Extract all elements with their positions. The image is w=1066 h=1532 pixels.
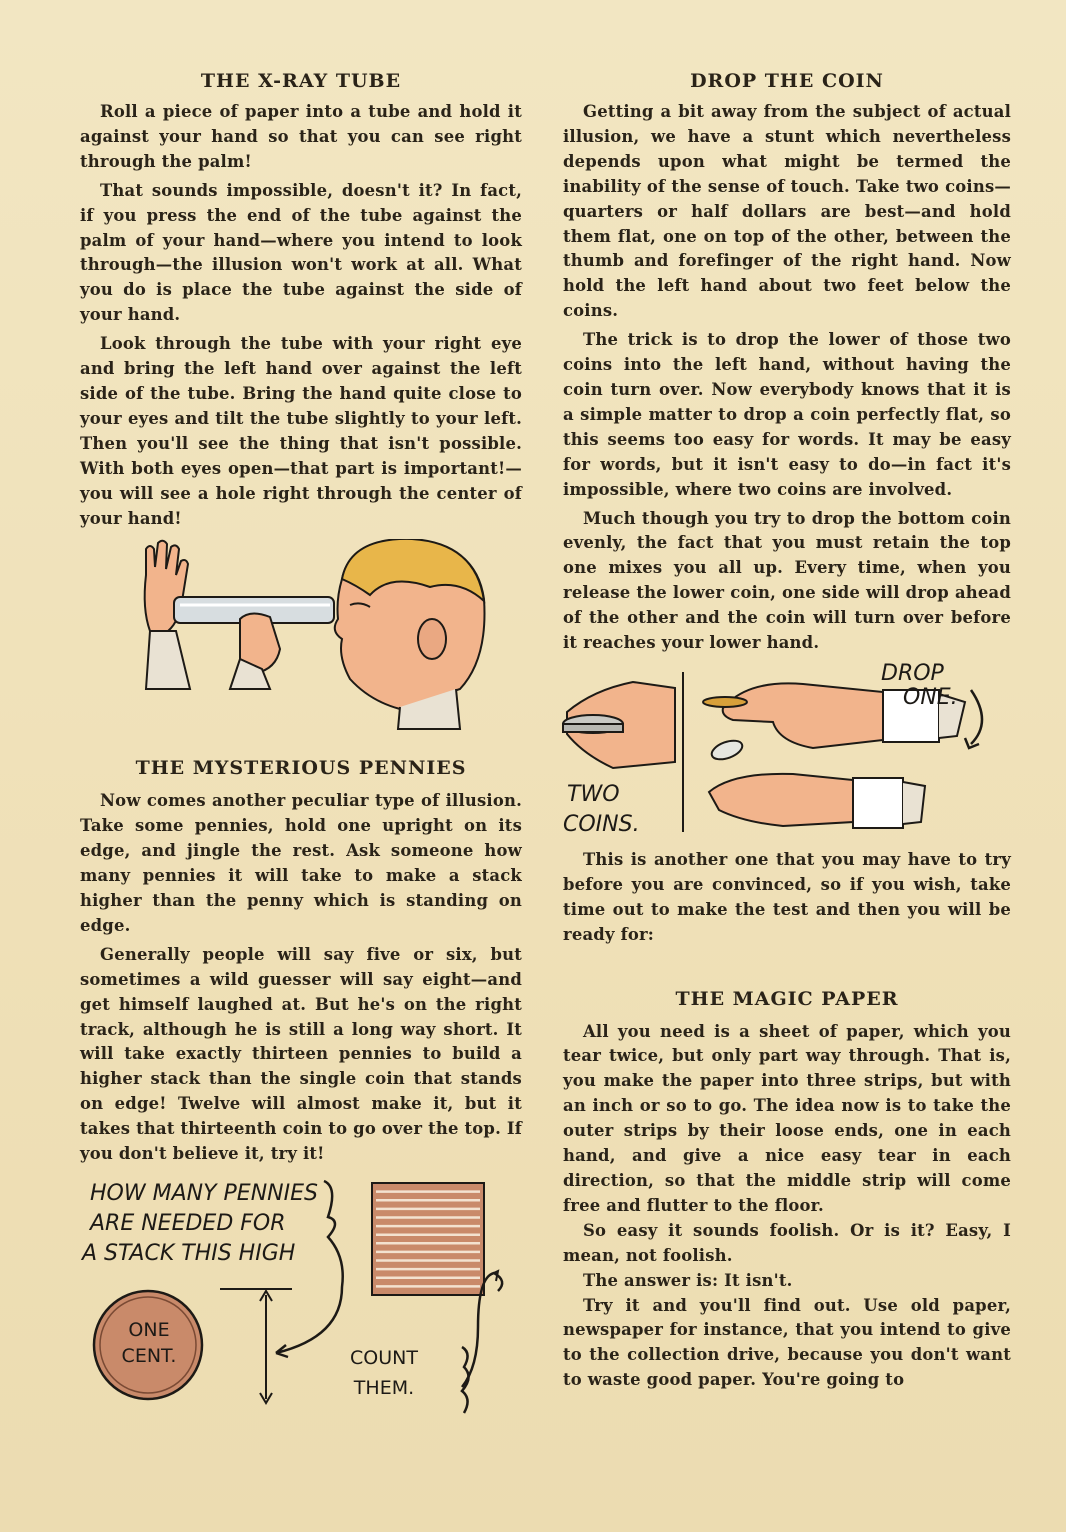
count-label: THEM. [353, 1377, 415, 1399]
drop-paragraph: Much though you try to drop the bottom coin evenly, the fact that you must retain the top one mixes you all up. Every time, when you release the lower coin, one side will drop ahead of the other and the coin will turn over before it reaches your lower hand. [563, 508, 1011, 653]
drop-illustration [563, 662, 1011, 848]
magic-title: THE MAGIC PAPER [675, 987, 899, 1010]
pennies-paragraph: Generally people will say five or six, but sometimes a wild guesser will say eight—and get himself laughed at. But he's on the right track, although he is still a long way short. It will take exactly thirteen pennies to build a higher stack than the single coin that stands on edge! Twelve will almost make it, but it takes that thirteenth coin to go over the top. If you don't believe it, try it! [80, 944, 522, 1164]
caption-line: ARE NEEDED FOR [90, 1211, 286, 1236]
drop-paragraph: Getting a bit away from the subject of actual illusion, we have a stunt which nevertheless depends upon what might be termed the inability of the sense of touch. Take two coins—quarters or half dollars are best—and hold them flat, one on top of the other, between the thumb and forefinger of the right hand. Now hold the left hand about two feet below the coins. [563, 102, 1011, 321]
caption-line: HOW MANY PENNIES [90, 1181, 318, 1206]
two-coins-label: COINS. [563, 811, 640, 837]
magic-paragraph: Try it and you'll find out. Use old paper, newspaper for instance, that you intend to give to the collection drive, because you don't want to waste good paper. You're going to [563, 1295, 1011, 1390]
pennies-paragraph: Now comes another peculiar type of illusion. Take some pennies, hold one upright on its edge, and jingle the rest. Ask someone how many pennies it will take to make a stack higher than the penny which is standing on edge. [80, 791, 522, 935]
right-column [563, 62, 1011, 1393]
penny-stack [372, 1183, 484, 1295]
drop-label: DROP [881, 660, 944, 686]
xray-illustration [80, 539, 522, 745]
pennies-illustration [80, 1177, 522, 1417]
pennies-title: THE MYSTERIOUS PENNIES [135, 757, 467, 780]
xray-paragraph: Roll a piece of paper into a tube and hold it against your hand so that you can see right through the palm! [80, 102, 522, 171]
magic-paragraph: The answer is: It isn't. [583, 1270, 793, 1290]
magic-paragraph: So easy it sounds foolish. Or is it? Easy, I mean, not foolish. [563, 1220, 1011, 1265]
drop-after-paragraph: This is another one that you may have to try before you are convinced, so if you wish, take time out to make the test and then you will be ready for: [563, 849, 1011, 944]
coin-label: CENT. [121, 1345, 177, 1367]
drop-paragraph: The trick is to drop the lower of those two coins into the left hand, without having the coin turn over. Now everybody knows that it is a simple matter to drop a coin perfectly flat, so this seems too easy for words. It may be easy for words, but it isn't easy to do—in fact it's impossible, where two coins are involved. [563, 330, 1011, 499]
xray-paragraph: Look through the tube with your right eye and bring the left hand over against the left side of the tube. Bring the hand quite close to your eyes and tilt the tube slightly to your left. Then you'll see the thing that isn't possible. With both eyes open—that part is important!—you will see a hole right through the center of your hand! [80, 334, 522, 528]
count-label: COUNT [350, 1347, 418, 1369]
left-column [80, 62, 522, 1417]
drop-label: ONE. [903, 684, 958, 710]
drop-title: DROP THE COIN [690, 70, 884, 92]
xray-title: THE X-RAY TUBE [200, 70, 402, 92]
boy-looking-through-tube-image [80, 539, 522, 745]
caption-line: A STACK THIS HIGH [82, 1241, 296, 1266]
two-coins-label: TWO [567, 781, 620, 807]
coin-label: ONE [128, 1319, 170, 1341]
penny-stack-diagram [80, 1177, 522, 1417]
magic-paragraph: All you need is a sheet of paper, which you tear twice, but only part way through. That is, you make the paper into three strips, but with an inch or so to go. The idea now is to take the outer strips by their loose ends, one in each hand, and give a nice easy tear in each direction, so that the middle strip will come free and flutter to the floor. [563, 1021, 1011, 1215]
xray-paragraph: That sounds impossible, doesn't it? In fact, if you press the end of the tube against the palm of your hand—where you intend to look through—the illusion won't work at all. What you do is place the tube against the side of your hand. [80, 180, 522, 325]
